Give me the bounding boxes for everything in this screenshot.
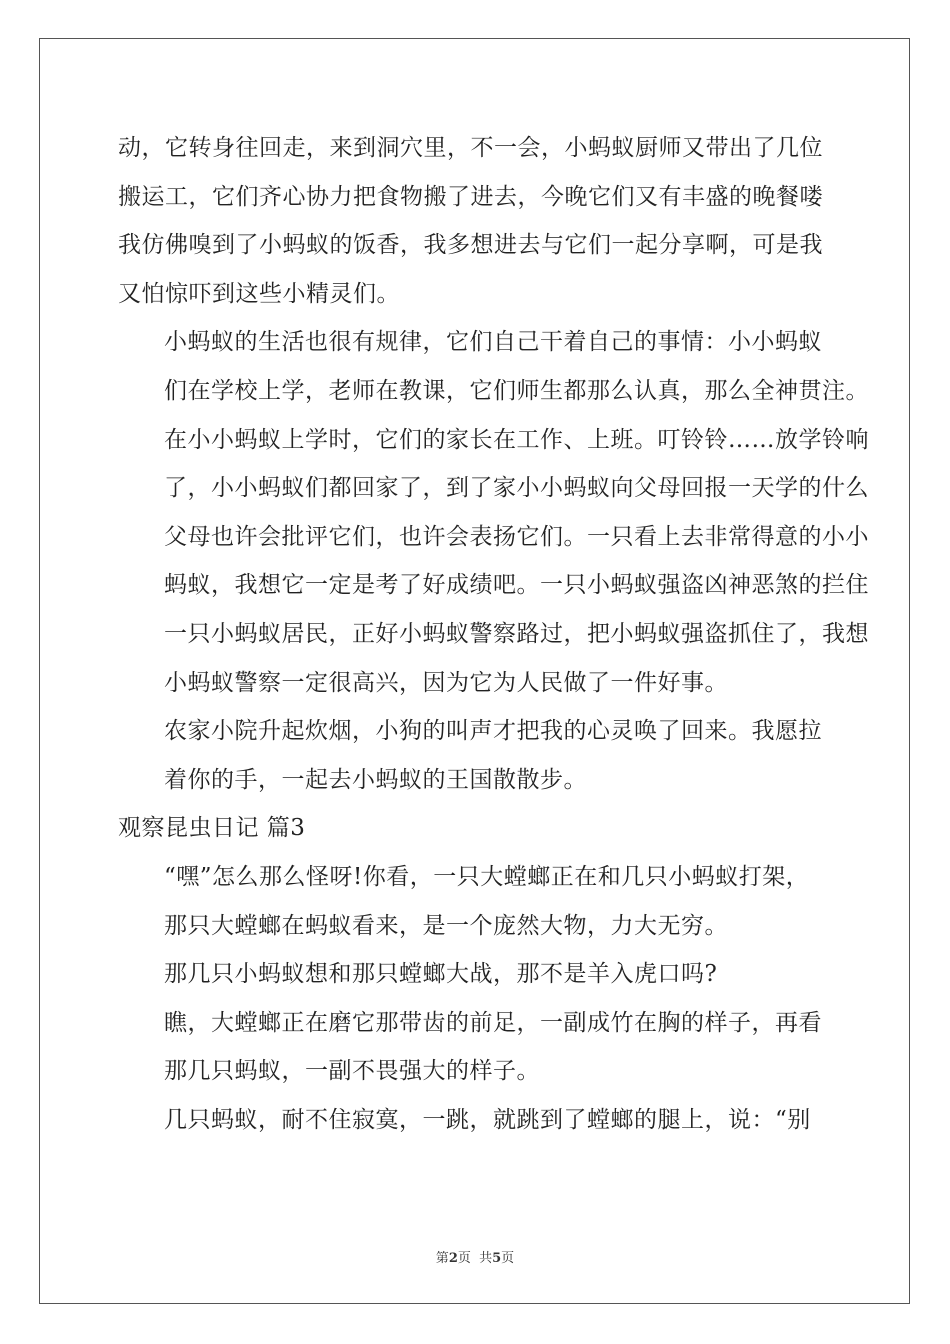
text-line: 搬运工，它们齐心协力把食物搬了进去，今晚它们又有丰盛的晚餐喽 — [118, 183, 823, 210]
section-title: 观察昆虫日记 篇3 — [118, 815, 306, 842]
text-line: 那几只小蚂蚁想和那只螳螂大战，那不是羊入虎口吗? — [164, 961, 718, 988]
text-line: 那几只蚂蚁，一副不畏强大的样子。 — [164, 1058, 540, 1085]
paragraph — [118, 318, 869, 707]
text-line: 又怕惊吓到这些小精灵们。 — [118, 280, 400, 307]
footer-total-pages: 5 — [492, 1251, 502, 1266]
text-line: 那只大螳螂在蚂蚁看来，是一个庞然大物，力大无穷。 — [164, 912, 728, 939]
text-line: 着你的手，一起去小蚂蚁的王国散散步。 — [164, 766, 587, 793]
text-line: 们在学校上学，老师在教课，它们师生都那么认真，那么全神贯注。 — [164, 377, 869, 404]
text-line: 一只小蚂蚁居民，正好小蚂蚁警察路过，把小蚂蚁强盗抓住了，我想 — [164, 620, 869, 647]
text-block-1 — [118, 124, 869, 804]
text-line: 在小小蚂蚁上学时，它们的家长在工作、上班。叮铃铃……放学铃响 — [164, 426, 869, 453]
text-line: 小蚂蚁的生活也很有规律，它们自己干着自己的事情：小小蚂蚁 — [164, 329, 822, 356]
document-body — [118, 124, 869, 1144]
text-line: 父母也许会批评它们，也许会表扬它们。一只看上去非常得意的小小 — [164, 523, 869, 550]
text-line: 瞧，大螳螂正在磨它那带齿的前足，一副成竹在胸的样子，再看 — [164, 1009, 822, 1036]
footer-page-number: 2 — [448, 1251, 458, 1266]
text-line: 几只蚂蚁，耐不住寂寞，一跳，就跳到了螳螂的腿上，说：“别 — [164, 1106, 811, 1133]
text-line: 动，它转身往回走，来到洞穴里，不一会，小蚂蚁厨师又带出了几位 — [118, 135, 823, 161]
footer-prefix: 第 — [435, 1251, 449, 1266]
paragraph — [118, 124, 834, 318]
text-block-2 — [118, 853, 834, 1145]
paragraph — [118, 707, 834, 804]
footer-suffix: 页 — [501, 1251, 515, 1266]
paragraph — [118, 999, 834, 1096]
page-footer — [0, 1247, 950, 1266]
paragraph — [118, 950, 834, 999]
text-line: 农家小院升起炊烟，小狗的叫声才把我的心灵唤了回来。我愿拉 — [164, 718, 822, 745]
footer-middle: 页 共 — [457, 1251, 493, 1266]
text-line: 小蚂蚁警察一定很高兴，因为它为人民做了一件好事。 — [164, 669, 728, 696]
paragraph — [118, 1096, 834, 1145]
text-line: 了，小小蚂蚁们都回家了，到了家小小蚂蚁向父母回报一天学的什么 — [164, 475, 869, 502]
text-line: 我仿佛嗅到了小蚂蚁的饭香，我多想进去与它们一起分享啊，可是我 — [118, 232, 823, 259]
text-line: “嘿”怎么那么怪呀!你看，一只大螳螂正在和几只小蚂蚁打架， — [164, 863, 810, 890]
text-line: 蚂蚁，我想它一定是考了好成绩吧。一只小蚂蚁强盗凶神恶煞的拦住 — [164, 572, 869, 599]
paragraph — [118, 853, 834, 950]
